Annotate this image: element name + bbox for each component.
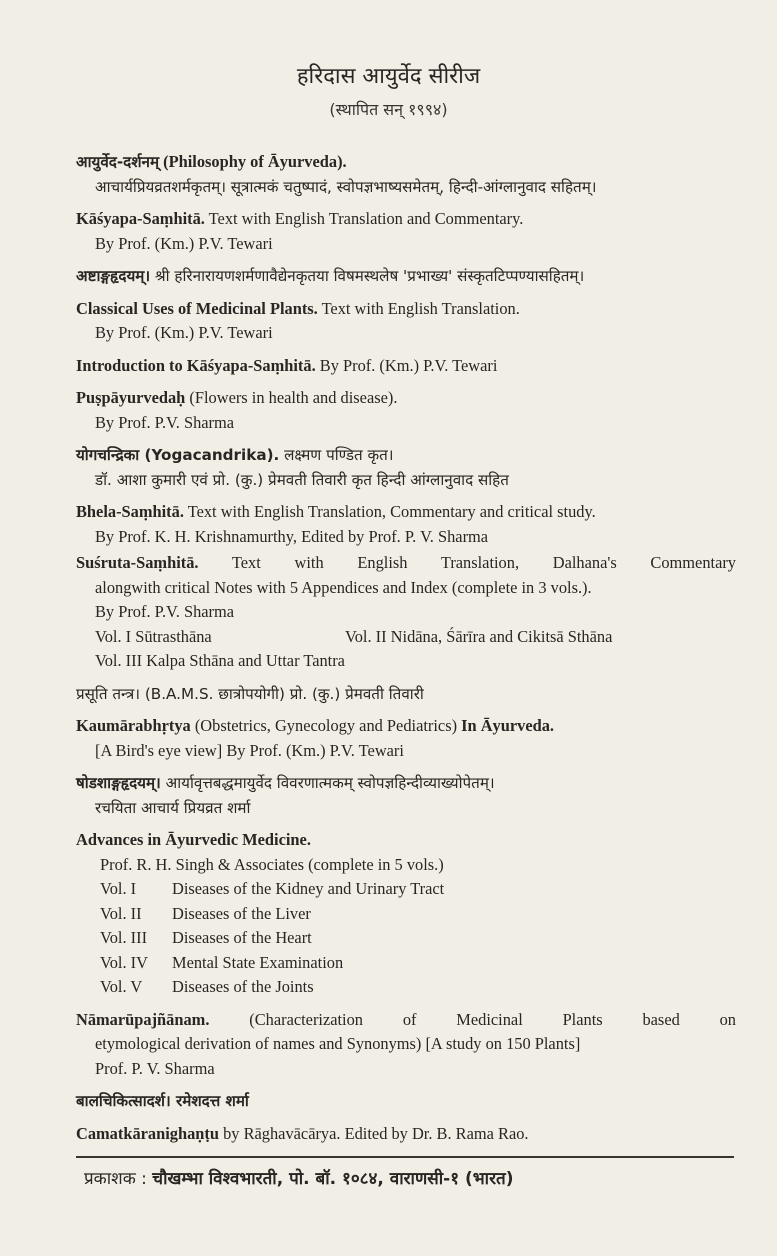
book-entry-ashtanga-hridayam (76, 264, 736, 289)
book-description: श्री हरिनारायणशर्मणावैद्येनकृतया विषमस्थलेष 'प्रभाख्य' संस्कृतटिप्पण्यासहितम्। (150, 267, 585, 285)
book-entry-ayurveda-darshanam (76, 150, 736, 199)
volume-item: Vol. I Sūtrasthāna (95, 626, 212, 646)
footer-divider (76, 1156, 734, 1158)
book-author: [A Bird's eye view] By Prof. (Km.) P.V. Tewari (95, 740, 404, 760)
book-entry-shodashanga-hridayam (76, 771, 736, 820)
publisher-label: प्रकाशक : (84, 1169, 153, 1189)
volume-item: Vol. II Nidāna, Śārīra and Cikitsā Sthāna (345, 626, 613, 646)
volume-item (76, 926, 736, 951)
series-established: (स्थापित सन् १९९४) (329, 100, 448, 119)
book-author: Prof. P. V. Sharma (95, 1058, 215, 1078)
publisher-footer (84, 1166, 514, 1189)
volume-item: Vol. III Kalpa Sthāna and Uttar Tantra (95, 651, 345, 670)
book-entry-introduction-kasyapa (76, 354, 736, 379)
book-description: लक्ष्मण पण्डित कृत। (279, 446, 394, 464)
book-entry-kasyapa-samhita (76, 207, 736, 256)
book-title: Classical Uses of Medicinal Plants. (76, 298, 318, 318)
book-entry-kaumarabhrtya (76, 714, 736, 763)
book-title: बालचिकित्सादर्श। रमेशदत्त शर्मा (76, 1092, 249, 1110)
volume-label: Vol. V (100, 977, 143, 996)
book-entry-susruta-samhita (76, 551, 736, 674)
book-author: By Prof. (Km.) P.V. Tewari (95, 323, 273, 342)
book-title: Advances in Āyurvedic Medicine. (76, 830, 311, 849)
book-author: By Prof. (Km.) P.V. Tewari (315, 355, 498, 375)
volume-label: Vol. I (100, 879, 137, 898)
book-description: Text with English Translation. (317, 298, 520, 318)
book-entry-balachikitsadarsha (76, 1089, 736, 1114)
book-description: Text with English Translation, Dalhana's Commentary (198, 553, 736, 572)
book-title: Puṣpāyurvedaḥ (76, 388, 186, 407)
book-author: डॉ. आशा कुमारी एवं प्रो. (कु.) प्रेमवती तिवारी कृत हिन्दी आंग्लानुवाद सहित (95, 470, 509, 489)
book-description: आर्यावृत्तबद्धमायुर्वेद विवरणात्मकम् स्वोपज्ञहिन्दीव्याख्योपेतम्। (160, 774, 495, 792)
volume-label: Vol. IV (100, 952, 148, 972)
book-title: Kaumārabhṛtya (76, 716, 191, 735)
book-title: Bhela-Saṃhitā. (76, 502, 184, 521)
volume-title: Diseases of the Kidney and Urinary Tract (172, 879, 445, 898)
volume-label: Vol. II (100, 903, 142, 923)
book-author: By Prof. (Km.) P.V. Tewari (95, 233, 273, 253)
book-title: Nāmarūpajñānam. (76, 1009, 210, 1029)
book-title: योगचन्द्रिका (Yogacandrika). (76, 446, 280, 464)
volume-item (76, 902, 736, 927)
book-title-english: (Philosophy of Āyurveda). (159, 152, 347, 171)
volume-item (76, 951, 736, 976)
volume-title: Mental State Examination (172, 952, 344, 972)
book-entry-camatkaranighantu (76, 1122, 736, 1147)
book-description: Text with English Translation and Commentary. (204, 209, 524, 228)
volume-item (76, 975, 736, 1000)
book-entry-prasuti-tantra (76, 682, 736, 707)
book-entry-classical-uses (76, 297, 736, 346)
book-entry-namarupajnanam (76, 1008, 736, 1082)
book-title: अष्टाङ्गहृदयम्। (76, 267, 151, 285)
book-author: by Rāghavācārya. Edited by Dr. B. Rama Rao. (219, 1123, 529, 1143)
book-title: Camatkāranighaṇṭu (76, 1123, 219, 1143)
book-author: Prof. R. H. Singh & Associates (complete in 5 vols.) (100, 854, 444, 874)
book-entry-pushpayurvedah (76, 386, 736, 435)
book-title: Kāśyapa-Saṃhitā. (76, 209, 205, 228)
book-entry-bhela-samhita (76, 500, 736, 549)
book-description: (Flowers in health and disease). (185, 388, 398, 407)
volume-label: Vol. III (100, 928, 148, 947)
volume-row (76, 625, 736, 650)
book-title: प्रसूति तन्त्र। (B.A.M.S. छात्रोपयोगी) प्रो. (कु.) प्रेमवती तिवारी (76, 684, 424, 703)
book-entry-advances-ayurvedic-medicine (76, 828, 736, 1000)
series-title: हरिदास आयुर्वेद सीरीज (296, 64, 481, 89)
book-title: Suśruta-Saṃhitā. (76, 553, 199, 572)
book-title-suffix: In Āyurveda. (461, 716, 555, 735)
volume-title: Diseases of the Joints (172, 977, 314, 996)
publisher-name: चौखम्भा विश्वभारती, पो. बॉ. १०८४, वाराणसी-१ (भारत) (152, 1169, 514, 1189)
book-description-cont: etymological derivation of names and Synonyms) [A study on 150 Plants] (95, 1034, 581, 1053)
book-title: Introduction to Kāśyapa-Saṃhitā. (76, 355, 316, 375)
volume-item (76, 877, 736, 902)
book-list (76, 150, 736, 1154)
volume-title: Diseases of the Heart (172, 928, 312, 947)
book-description: Text with English Translation, Commentary and critical study. (183, 502, 596, 521)
book-description: आचार्यप्रियव्रतशर्मकृतम्। सूत्रात्मकं चतुष्पादं, स्वोपज्ञभाष्यसमेतम्, हिन्दी-आंग्लानुवाद सहितम्। (95, 177, 597, 196)
book-author: By Prof. P.V. Sharma (95, 602, 235, 621)
book-entry-yogacandrika (76, 443, 736, 492)
volume-title: Diseases of the Liver (172, 903, 311, 923)
book-description: (Characterization of Medicinal Plants based on (209, 1009, 736, 1029)
book-author: By Prof. K. H. Krishnamurthy, Edited by Prof. P. V. Sharma (95, 526, 489, 546)
book-title: आयुर्वेद-दर्शनम् (76, 153, 160, 171)
book-author: By Prof. P.V. Sharma (95, 412, 235, 432)
book-author: रचयिता आचार्य प्रियव्रत शर्मा (95, 798, 251, 817)
book-description-cont: alongwith critical Notes with 5 Appendices and Index (complete in 3 vols.). (95, 577, 592, 597)
book-title: षोडशाङ्गहृदयम्। (76, 774, 161, 792)
book-description: (Obstetrics, Gynecology and Pediatrics) (190, 716, 462, 735)
